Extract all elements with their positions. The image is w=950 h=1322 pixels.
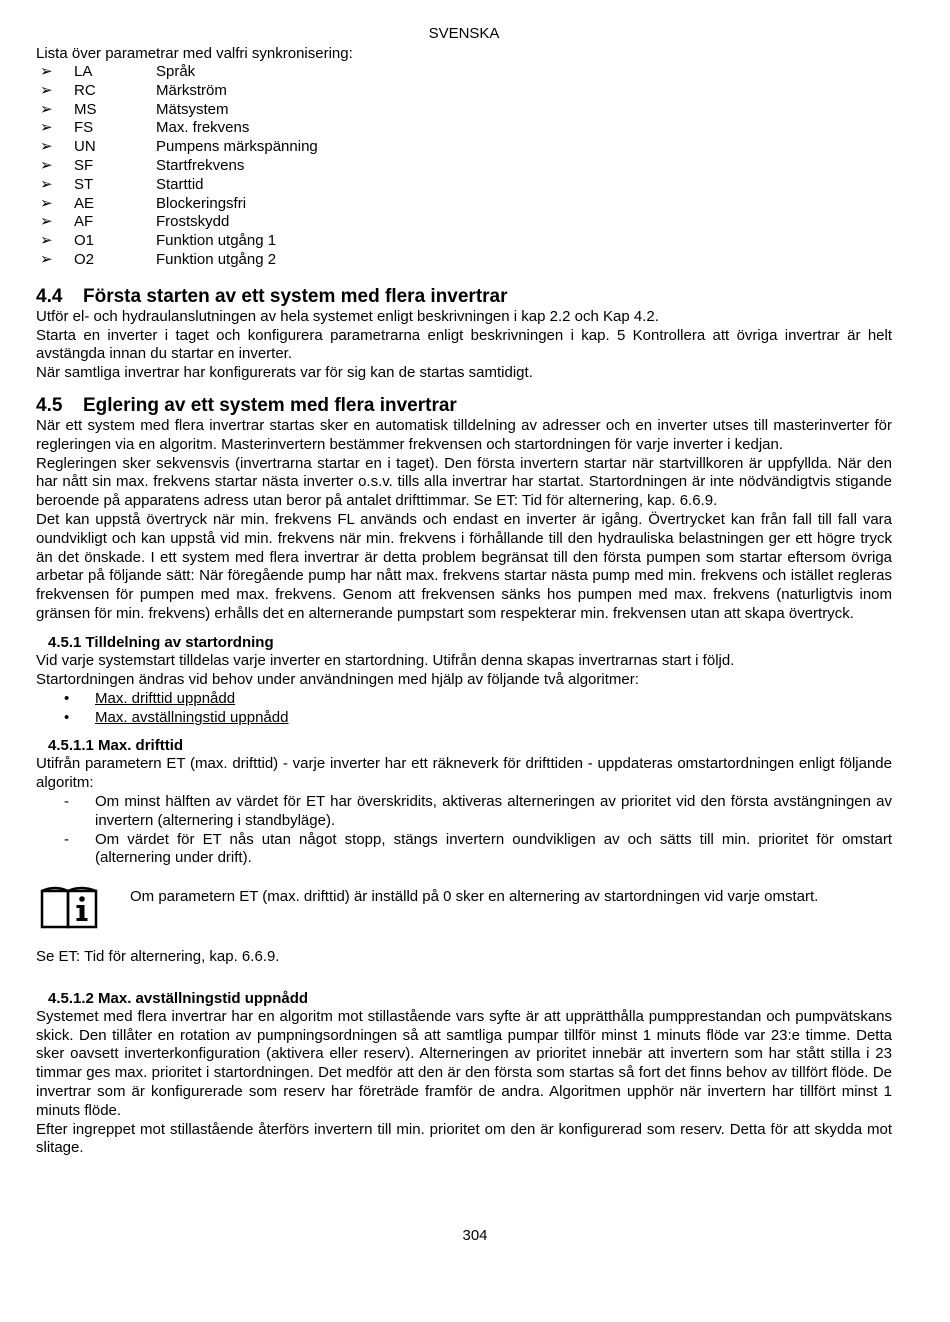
bullet-icon: • [64, 690, 70, 708]
param-label: Starttid [156, 175, 204, 193]
arrow-bullet-icon: ➢ [40, 156, 53, 174]
param-code: LA [74, 63, 93, 80]
paragraph: Efter ingreppet mot stillastående återförs invertern till min. prioritet om den är konfigurerad som reserv. Detta för att skydda mot slitage. [36, 1120, 892, 1157]
param-code: FS [74, 119, 94, 137]
list-item [36, 708, 892, 727]
param-code: ST [74, 175, 94, 193]
param-label: Språk [156, 63, 196, 80]
param-item [36, 251, 892, 270]
paragraph: Starta en inverter i taget och konfigurera parametrarna enligt beskrivningen i kap. 5 Kontrollera att övriga invertrar är helt avstängda innan du startar en inverter. [36, 326, 892, 363]
arrow-bullet-icon: ➢ [40, 213, 53, 231]
section-title: Första starten av ett system med flera invertrar [83, 285, 508, 307]
arrow-bullet-icon: ➢ [40, 100, 53, 118]
param-label: Mätsystem [156, 100, 229, 118]
param-item [36, 101, 892, 120]
language-header: SVENSKA [428, 25, 500, 42]
param-item [36, 138, 892, 157]
arrow-bullet-icon: ➢ [40, 63, 53, 80]
param-item [36, 195, 892, 214]
arrow-bullet-icon: ➢ [40, 175, 53, 193]
paragraph: Utför el- och hydraulanslutningen av hela systemet enligt beskrivningen i kap 2.2 och Kap 4.2. [36, 307, 659, 325]
param-code: AE [74, 194, 95, 212]
arrow-bullet-icon: ➢ [40, 81, 53, 99]
section-number: 4.5 [36, 394, 63, 416]
algorithm-link: Max. avställningstid uppnådd [95, 709, 289, 727]
arrow-bullet-icon: ➢ [40, 232, 53, 250]
param-code: AF [74, 213, 94, 231]
param-item [36, 63, 892, 82]
info-note [36, 888, 892, 931]
note-text: Om parametern ET (max. drifttid) är inställd på 0 sker en alternering av startordningen vid varje omstart. [130, 888, 819, 906]
param-code: RC [74, 81, 96, 99]
param-label: Märkström [156, 81, 227, 99]
param-label: Startfrekvens [156, 156, 245, 174]
dash-icon: - [64, 792, 69, 810]
param-list-intro: Lista över parametrar med valfri synkronisering: [36, 45, 353, 62]
subsection-4-5-1-heading: 4.5.1 Tilldelning av startordning [48, 633, 274, 651]
condition-list [36, 793, 892, 868]
paragraph: Utifrån parametern ET (max. drifttid) - varje inverter har ett räkneverk för drifttiden - uppdateras omstartordningen enligt följande algoritm: [36, 755, 892, 792]
param-item [36, 82, 892, 101]
arrow-bullet-icon: ➢ [40, 138, 53, 156]
algorithm-list [36, 689, 892, 727]
paragraph: När ett system med flera invertrar startas sker en automatisk tilldelning av adresser och en inverter utses till masterinverter för regleringen via en algoritm. Masterinvertern bestämmer frekvensen och startordningen för varje inverter i kedjan. [36, 416, 892, 453]
param-item [36, 213, 892, 232]
param-label: Funktion utgång 2 [156, 250, 277, 268]
paragraph: När samtliga invertrar har konfigurerats var för sig kan de startas samtidigt. [36, 364, 533, 382]
param-item [36, 232, 892, 251]
arrow-bullet-icon: ➢ [40, 119, 53, 137]
page-number: 304 [462, 1227, 488, 1244]
param-list [36, 63, 892, 270]
param-label: Frostskydd [156, 213, 230, 231]
subsection-4-5-1-2-heading: 4.5.1.2 Max. avställningstid uppnådd [48, 989, 309, 1007]
param-code: SF [74, 156, 94, 174]
param-item [36, 119, 892, 138]
info-book-icon [38, 881, 100, 931]
bullet-icon: • [64, 709, 70, 727]
list-item [36, 689, 892, 708]
arrow-bullet-icon: ➢ [40, 250, 53, 268]
param-item [36, 176, 892, 195]
section-4-5-heading [36, 395, 892, 417]
paragraph: Regleringen sker sekvensvis (invertrarna startar en i taget). Den första invertern startar när startvillkoren är uppfyllda. När den har nått sin max. frekvens startar nästa inverter o.s.v. tills alla invertrar har startat. Startordningen är inte nödvändigtvis stigande beroende på apparatens adress utan beror på antalet drifttimmar. Se ET: Tid för alternering, kap. 6.6.9. [36, 454, 892, 510]
paragraph: Systemet med flera invertrar har en algoritm mot stillastående vars syfte är att upprätthålla pumpprestandan och pumpvätskans skick. Den tillåter en rotation av pumpningsordningen så att samtliga pumpar tillför minst 1 minuts flöde var 23:e timme. Detta sker oavsett inverterkonfiguration (aktivera eller reserv). Alterneringen av prioritet innebär att invertern som har stått stilla i 23 timmar ges max. prioritet i startordningen. Det medför att den är den första som startas så fort det finns behov av tillfört flöde. De invertrar som är konfigurerade som reserv har företräde framför de andra. Algoritmen upphör när invertern har tillfört minst 1 minuts flöde. [36, 1007, 892, 1119]
arrow-bullet-icon: ➢ [40, 194, 53, 212]
param-label: Blockeringsfri [156, 194, 247, 212]
param-code: MS [74, 100, 97, 118]
param-label: Max. frekvens [156, 119, 250, 137]
param-code: O1 [74, 232, 95, 250]
param-code: O2 [74, 250, 95, 268]
algorithm-link: Max. drifttid uppnådd [95, 690, 236, 708]
document-page [36, 24, 892, 1158]
param-label: Pumpens märkspänning [156, 138, 318, 156]
param-label: Funktion utgång 1 [156, 232, 277, 250]
param-code: UN [74, 138, 96, 156]
list-item: - Om minst hälften av värdet för ET har överskridits, aktiveras alterneringen av prioritet vid den första avstängningen av invertern (alternering i standbyläge). [36, 793, 892, 831]
paragraph: Startordningen ändras vid behov under användningen med hjälp av följande två algoritmer: [36, 670, 639, 688]
param-item [36, 157, 892, 176]
dash-icon: - [64, 830, 69, 848]
paragraph: Det kan uppstå övertryck när min. frekvens FL används och endast en inverter är igång. Övertrycket kan från fall till fall vara oundvikligt och kan uppstå vid min. frekvens när min. frekvens i förhållande till den hydrauliska belastningen ger ett högre tryck än det önskade. I ett system med flera invertrar är detta problem begränsat till den första pumpen som startar eftersom övriga arbetar på följande sätt: När föregående pump har nått max. frekvens startar nästa pump med min. frekvens och istället regleras frekvensen för pumpen med max. frekvens. Genom att frekvensen sänks hos pumpen med max. frekvens (naturligtvis inom gränsen för min. frekvens) erhålls det en alternerande pumpstart som respekterar min. frekvensen utan att skapa övertryck. [36, 510, 892, 622]
section-number: 4.4 [36, 285, 63, 307]
paragraph: Se ET: Tid för alternering, kap. 6.6.9. [36, 948, 280, 966]
list-item: - Om värdet för ET nås utan något stopp, stängs invertern oundvikligen av och sätts till min. prioritet för omstart (alternering under drift). [36, 831, 892, 869]
paragraph: Vid varje systemstart tilldelas varje inverter en startordning. Utifrån denna skapas invertrarnas start i följd. [36, 651, 735, 669]
section-title: Eglering av ett system med flera invertrar [83, 394, 457, 416]
subsection-4-5-1-1-heading: 4.5.1.1 Max. drifttid [48, 737, 184, 755]
section-4-4-heading [36, 286, 892, 308]
